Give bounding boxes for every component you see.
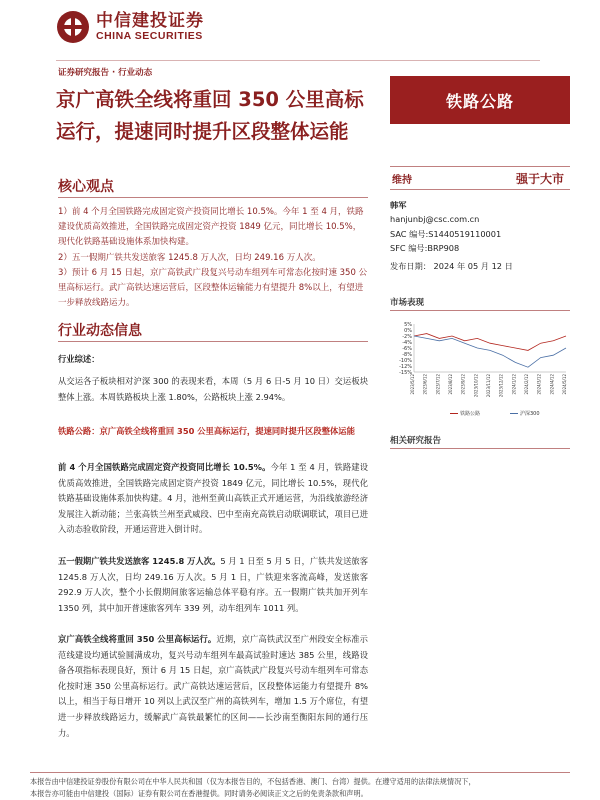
company-logo xyxy=(56,10,204,44)
y-tick-label: -12% xyxy=(399,364,412,370)
x-tick-label: 2024/4/12 xyxy=(549,374,555,395)
x-tick-label: 2024/5/12 xyxy=(562,374,567,395)
x-tick-label: 2023/7/12 xyxy=(435,374,441,395)
x-tick-label: 2023/12/12 xyxy=(498,374,504,398)
core-views-divider xyxy=(58,197,368,198)
paragraph-investment: 前 4 个月全国铁路完成固定资产投资同比增长 10.5%。今年 1 至 4 月，铁路建设优质高效推进，全国铁路完成固定资产投资 1849 亿元，同比增长 10.5%，现代化铁路基础设施体系加快构建。4 月，池州至黄山高铁正式开通运营，为沿线旅游经济发展注入新动能；兰张高铁兰州至武威段、巴中至南充高铁启动联调联试，项目已进入动态验收阶段，开通运营进入倒计时。 xyxy=(58,462,368,535)
y-tick-label: -10% xyxy=(399,358,412,364)
y-tick-label: -4% xyxy=(402,340,412,346)
y-tick-label: 5% xyxy=(404,322,412,328)
series-line xyxy=(414,334,566,351)
legend-label: 铁路公路 xyxy=(460,411,481,417)
report-title: 京广高铁全线将重回 350 公里高标运行，提速同时提升区段整体运能 xyxy=(56,88,364,143)
industry-dynamics-divider xyxy=(58,341,368,342)
x-tick-label: 2024/1/12 xyxy=(511,374,517,395)
report-type: 证券研究报告 · 行业动态 xyxy=(58,68,153,78)
core-views-title: 核心观点 xyxy=(58,179,114,195)
paragraph-jingguang: 京广高铁全线将重回 350 公里高标运行。近期，京广高铁武汉至广州段安全标准示范线建设均通试验圆满成功，复兴号动车组列车最高试验时速达 385 公里，线路设备各项指标表现良好，预计 6 月 15 日起，京广高铁武广段复兴号动车组列车可常态化按时速 350 公里高标运行。武广高铁达速运营后，区段整体运能力有望提升 8%以上，相当于每日增开 10 列以上武汉至广州的高铁列车，增加 1.5 万个席位，有望进一步释放线路运力，缓解武广高铁最繁忙的区间——长沙南至衡阳东间的通行压力。 xyxy=(58,634,368,738)
x-tick-label: 2023/9/12 xyxy=(460,374,466,395)
series-line xyxy=(414,336,566,367)
market-performance-title: 市场表现 xyxy=(390,298,425,308)
analyst-sfc: SFC 编号:BRP908 xyxy=(390,242,460,253)
analyst-sac: SAC 编号:S1440519110001 xyxy=(390,228,502,239)
x-tick-label: 2023/5/12 xyxy=(410,374,415,395)
review-text: 从交运各子板块相对沪深 300 的表现来看，本周（5 月 6 日-5 月 10 日）交运板块整体上涨。本周铁路板块上涨 1.80%，公路板块上涨 2.94%。 xyxy=(58,376,368,402)
disclaimer xyxy=(30,776,590,800)
review-label: 行业综述： xyxy=(58,354,100,364)
footer-divider xyxy=(30,772,570,773)
related-reports-divider xyxy=(390,448,570,449)
y-tick-label: -2% xyxy=(402,334,412,340)
logo-english-name: CHINA SECURITIES xyxy=(96,30,203,42)
x-tick-label: 2024/2/12 xyxy=(524,374,529,395)
core-point: 3）预计 6 月 15 日起，京广高铁武广段复兴号动车组列车可常态化按时速 350 公里高标运行。武广高铁达速运营后，区段整体运输能力有望提升 8%以上，有望进一步释放线路运力。 xyxy=(58,267,368,309)
y-tick-label: -6% xyxy=(402,346,412,352)
industry-dynamics-title: 行业动态信息 xyxy=(58,323,142,339)
rating-action: 维持 xyxy=(392,174,412,186)
y-tick-label: 0% xyxy=(404,328,412,334)
header-divider xyxy=(56,60,540,61)
legend-label: 沪深300 xyxy=(520,411,540,417)
rating-bar xyxy=(390,166,570,190)
market-performance-divider xyxy=(390,310,570,311)
x-tick-label: 2023/10/12 xyxy=(473,374,479,398)
disclaimer-line: 本报告由中信建投证券股份有限公司在中华人民共和国（仅为本报告目的，不包括香港、澳门、台湾）提供。在遵守适用的法律法规情况下， xyxy=(30,777,476,786)
paragraph-mayday: 五一假期广铁共发送旅客 1245.8 万人次。5 月 1 日至 5 月 5 日，广铁共发送旅客 1245.8 万人次，日均 249.16 万人次。5 月 1 日，广铁迎来客流高峰，发送旅客 292.9 万人次，整个小长假期间旅客运输总体平稳有序。五一假期广铁共加开列车 1350 列，其中加开普速旅客列车 339 列，动车组列车 1011 列。 xyxy=(58,556,369,613)
x-tick-label: 2023/8/12 xyxy=(448,374,453,395)
disclaimer-line: 本报告亦可能由中信建投（国际）证券有限公司在香港提供。同时请务必阅读正文之后的免责条款和声明。 xyxy=(30,789,368,798)
y-tick-label: -8% xyxy=(402,352,412,358)
logo-mark-icon xyxy=(56,10,90,44)
publish-date: 发布日期： 2024 年 05 月 12 日 xyxy=(390,261,513,272)
analyst-info xyxy=(390,198,570,273)
x-tick-label: 2023/6/12 xyxy=(422,374,428,395)
y-tick-label: -15% xyxy=(399,370,412,376)
x-tick-label: 2023/11/12 xyxy=(486,374,491,398)
analyst-name: 韩军 xyxy=(390,200,407,210)
related-reports-title: 相关研究报告 xyxy=(390,436,442,446)
rating-value: 强于大市 xyxy=(515,171,564,186)
core-point: 2）五一假期广铁共发送旅客 1245.8 万人次，日均 249.16 万人次。 xyxy=(58,252,321,263)
core-point: 1）前 4 个月全国铁路完成固定资产投资同比增长 10.5%。今年 1 至 4 月，铁路建设优质高效推进，全国铁路完成固定资产投资 1849 亿元，同比增长 10.5%，现代化铁路基础设施体系加快构建。 xyxy=(58,207,364,248)
logo-chinese-name: 中信建投证券 xyxy=(96,11,204,31)
sector-badge: 铁路公路 xyxy=(390,76,570,124)
highlight-heading: 铁路公路：京广高铁全线将重回 350 公里高标运行，提速同时提升区段整体运能 xyxy=(58,426,355,436)
x-tick-label: 2024/3/12 xyxy=(536,374,542,395)
core-views-list xyxy=(58,202,368,311)
market-performance-chart xyxy=(390,320,570,420)
analyst-email[interactable]: hanjunbj@csc.com.cn xyxy=(390,214,480,225)
